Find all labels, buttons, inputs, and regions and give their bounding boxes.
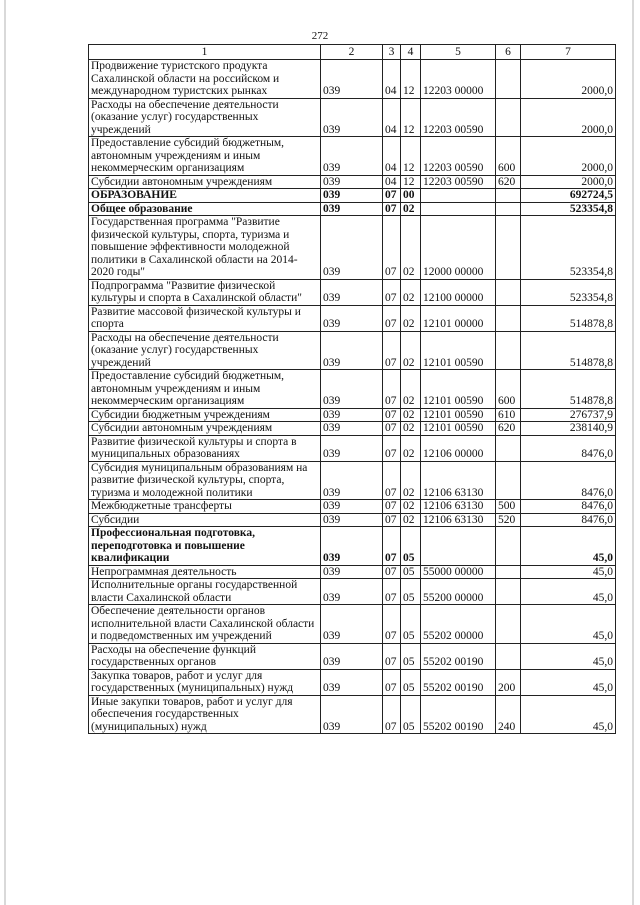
budget-item-name: Расходы на обеспечение функций государственных органов xyxy=(89,643,321,669)
amount: 2000,0 xyxy=(521,98,616,137)
table-row xyxy=(89,189,616,203)
section-code: 07 xyxy=(383,331,401,370)
admin-code: 039 xyxy=(321,189,383,203)
amount: 523354,8 xyxy=(521,202,616,216)
header-row xyxy=(89,45,616,60)
admin-code: 039 xyxy=(321,137,383,176)
admin-code: 039 xyxy=(321,695,383,734)
header-cell: 1 xyxy=(89,45,321,60)
subsection-code: 02 xyxy=(401,279,421,305)
amount: 514878,8 xyxy=(521,305,616,331)
section-code: 07 xyxy=(383,279,401,305)
expense-type-code: 620 xyxy=(496,422,521,436)
budget-item-name: Субсидия муниципальным образованиям на развитие физической культуры, спорта, туризма и молодежной политики xyxy=(89,461,321,500)
amount: 45,0 xyxy=(521,605,616,644)
section-code: 07 xyxy=(383,216,401,280)
expense-type-code xyxy=(496,189,521,203)
table-row xyxy=(89,435,616,461)
target-article-code: 12000 00000 xyxy=(421,216,496,280)
subsection-code: 02 xyxy=(401,422,421,436)
subsection-code: 00 xyxy=(401,189,421,203)
table-row xyxy=(89,461,616,500)
admin-code: 039 xyxy=(321,565,383,579)
section-code: 07 xyxy=(383,527,401,566)
budget-item-name: Расходы на обеспечение деятельности (оказание услуг) государственных учреждений xyxy=(89,98,321,137)
expense-type-code xyxy=(496,605,521,644)
target-article-code: 12203 00590 xyxy=(421,98,496,137)
target-article-code: 55202 00190 xyxy=(421,695,496,734)
subsection-code: 02 xyxy=(401,461,421,500)
page-number: 272 xyxy=(311,30,329,42)
budget-item-name: Развитие массовой физической культуры и спорта xyxy=(89,305,321,331)
expense-type-code xyxy=(496,305,521,331)
budget-item-name: Субсидии xyxy=(89,513,321,527)
budget-item-name: Обеспечение деятельности органов исполнительной власти Сахалинской области и подведомственных им учреждений xyxy=(89,605,321,644)
header-cell: 2 xyxy=(321,45,383,60)
section-code: 07 xyxy=(383,435,401,461)
expense-type-code xyxy=(496,643,521,669)
budget-item-name: Продвижение туристского продукта Сахалинской области на российском и международном туристских рынках xyxy=(89,60,321,99)
budget-item-name: Субсидии автономным учреждениям xyxy=(89,175,321,189)
amount: 45,0 xyxy=(521,527,616,566)
section-code: 04 xyxy=(383,175,401,189)
budget-item-name: Подпрограмма "Развитие физической культуры и спорта в Сахалинской области" xyxy=(89,279,321,305)
table-row xyxy=(89,216,616,280)
table-row xyxy=(89,513,616,527)
budget-item-name: Профессиональная подготовка, переподготовка и повышение квалификации xyxy=(89,527,321,566)
target-article-code: 12106 63130 xyxy=(421,461,496,500)
budget-table xyxy=(88,44,616,734)
table-row xyxy=(89,305,616,331)
amount: 514878,8 xyxy=(521,331,616,370)
subsection-code: 02 xyxy=(401,500,421,514)
target-article-code: 12100 00000 xyxy=(421,279,496,305)
header-cell: 3 xyxy=(383,45,401,60)
header-cell: 4 xyxy=(401,45,421,60)
expense-type-code: 500 xyxy=(496,500,521,514)
admin-code: 039 xyxy=(321,98,383,137)
subsection-code: 02 xyxy=(401,513,421,527)
target-article-code: 12203 00590 xyxy=(421,137,496,176)
section-code: 04 xyxy=(383,98,401,137)
table-row xyxy=(89,695,616,734)
budget-item-name: Расходы на обеспечение деятельности (оказание услуг) государственных учреждений xyxy=(89,331,321,370)
expense-type-code xyxy=(496,331,521,370)
amount: 45,0 xyxy=(521,669,616,695)
budget-item-name: Субсидии автономным учреждениям xyxy=(89,422,321,436)
expense-type-code xyxy=(496,565,521,579)
budget-item-name: Развитие физической культуры и спорта в муниципальных образованиях xyxy=(89,435,321,461)
expense-type-code: 610 xyxy=(496,408,521,422)
admin-code: 039 xyxy=(321,461,383,500)
subsection-code: 02 xyxy=(401,408,421,422)
table-row xyxy=(89,500,616,514)
section-code: 07 xyxy=(383,202,401,216)
amount: 523354,8 xyxy=(521,279,616,305)
amount: 2000,0 xyxy=(521,175,616,189)
target-article-code: 55202 00000 xyxy=(421,605,496,644)
target-article-code xyxy=(421,202,496,216)
amount: 45,0 xyxy=(521,565,616,579)
subsection-code: 05 xyxy=(401,579,421,605)
subsection-code: 12 xyxy=(401,60,421,99)
target-article-code: 12101 00590 xyxy=(421,331,496,370)
admin-code: 039 xyxy=(321,579,383,605)
expense-type-code: 240 xyxy=(496,695,521,734)
subsection-code: 12 xyxy=(401,175,421,189)
table-row xyxy=(89,422,616,436)
target-article-code: 12101 00000 xyxy=(421,305,496,331)
admin-code: 039 xyxy=(321,279,383,305)
expense-type-code xyxy=(496,279,521,305)
subsection-code: 12 xyxy=(401,137,421,176)
subsection-code: 05 xyxy=(401,527,421,566)
expense-type-code xyxy=(496,202,521,216)
section-code: 07 xyxy=(383,605,401,644)
table-row xyxy=(89,527,616,566)
target-article-code: 12106 63130 xyxy=(421,500,496,514)
target-article-code: 55202 00190 xyxy=(421,669,496,695)
section-code: 07 xyxy=(383,513,401,527)
table-row xyxy=(89,202,616,216)
expense-type-code xyxy=(496,435,521,461)
target-article-code: 12101 00590 xyxy=(421,370,496,409)
expense-type-code xyxy=(496,527,521,566)
amount: 8476,0 xyxy=(521,513,616,527)
subsection-code: 05 xyxy=(401,695,421,734)
target-article-code: 12106 00000 xyxy=(421,435,496,461)
amount: 523354,8 xyxy=(521,216,616,280)
admin-code: 039 xyxy=(321,435,383,461)
admin-code: 039 xyxy=(321,605,383,644)
header-cell: 5 xyxy=(421,45,496,60)
amount: 238140,9 xyxy=(521,422,616,436)
subsection-code: 02 xyxy=(401,370,421,409)
subsection-code: 05 xyxy=(401,643,421,669)
section-code: 07 xyxy=(383,669,401,695)
target-article-code: 12203 00000 xyxy=(421,60,496,99)
admin-code: 039 xyxy=(321,216,383,280)
subsection-code: 02 xyxy=(401,331,421,370)
table-row xyxy=(89,643,616,669)
table-row xyxy=(89,565,616,579)
table-row xyxy=(89,98,616,137)
table-row xyxy=(89,279,616,305)
expense-type-code xyxy=(496,98,521,137)
table-row xyxy=(89,370,616,409)
table-row xyxy=(89,331,616,370)
admin-code: 039 xyxy=(321,60,383,99)
table-row xyxy=(89,579,616,605)
subsection-code: 02 xyxy=(401,435,421,461)
section-code: 04 xyxy=(383,137,401,176)
expense-type-code xyxy=(496,60,521,99)
amount: 8476,0 xyxy=(521,435,616,461)
admin-code: 039 xyxy=(321,305,383,331)
budget-item-name: Общее образование xyxy=(89,202,321,216)
subsection-code: 05 xyxy=(401,565,421,579)
table-row xyxy=(89,669,616,695)
section-code: 07 xyxy=(383,408,401,422)
admin-code: 039 xyxy=(321,202,383,216)
expense-type-code: 200 xyxy=(496,669,521,695)
table-row xyxy=(89,408,616,422)
admin-code: 039 xyxy=(321,513,383,527)
expense-type-code xyxy=(496,216,521,280)
section-code: 07 xyxy=(383,643,401,669)
target-article-code: 12101 00590 xyxy=(421,422,496,436)
budget-item-name: Субсидии бюджетным учреждениям xyxy=(89,408,321,422)
section-code: 07 xyxy=(383,579,401,605)
target-article-code: 55200 00000 xyxy=(421,579,496,605)
budget-item-name: Закупка товаров, работ и услуг для государственных (муниципальных) нужд xyxy=(89,669,321,695)
scan-edge-right xyxy=(632,0,634,905)
section-code: 07 xyxy=(383,305,401,331)
admin-code: 039 xyxy=(321,175,383,189)
section-code: 07 xyxy=(383,189,401,203)
expense-type-code xyxy=(496,461,521,500)
table-row xyxy=(89,605,616,644)
subsection-code: 05 xyxy=(401,605,421,644)
expense-type-code xyxy=(496,579,521,605)
expense-type-code: 600 xyxy=(496,137,521,176)
amount: 276737,9 xyxy=(521,408,616,422)
table-row xyxy=(89,137,616,176)
expense-type-code: 520 xyxy=(496,513,521,527)
target-article-code: 12106 63130 xyxy=(421,513,496,527)
table-row xyxy=(89,175,616,189)
admin-code: 039 xyxy=(321,422,383,436)
admin-code: 039 xyxy=(321,669,383,695)
target-article-code xyxy=(421,189,496,203)
section-code: 07 xyxy=(383,565,401,579)
amount: 45,0 xyxy=(521,695,616,734)
budget-item-name: Непрограммная деятельность xyxy=(89,565,321,579)
target-article-code: 55000 00000 xyxy=(421,565,496,579)
admin-code: 039 xyxy=(321,408,383,422)
admin-code: 039 xyxy=(321,500,383,514)
budget-item-name: Государственная программа "Развитие физической культуры, спорта, туризма и повышение эффективности молодежной политики в Сахалинской области на 2014-2020 годы" xyxy=(89,216,321,280)
section-code: 07 xyxy=(383,461,401,500)
budget-item-name: ОБРАЗОВАНИЕ xyxy=(89,189,321,203)
target-article-code: 12203 00590 xyxy=(421,175,496,189)
amount: 8476,0 xyxy=(521,500,616,514)
budget-item-name: Иные закупки товаров, работ и услуг для обеспечения государственных (муниципальных) нужд xyxy=(89,695,321,734)
target-article-code: 12101 00590 xyxy=(421,408,496,422)
amount: 45,0 xyxy=(521,643,616,669)
expense-type-code: 600 xyxy=(496,370,521,409)
expense-type-code: 620 xyxy=(496,175,521,189)
table-body xyxy=(89,60,616,734)
admin-code: 039 xyxy=(321,643,383,669)
budget-item-name: Предоставление субсидий бюджетным, автономным учреждениям и иным некоммерческим организациям xyxy=(89,137,321,176)
budget-item-name: Межбюджетные трансферты xyxy=(89,500,321,514)
budget-item-name: Предоставление субсидий бюджетным, автономным учреждениям и иным некоммерческим организациям xyxy=(89,370,321,409)
target-article-code xyxy=(421,527,496,566)
subsection-code: 02 xyxy=(401,305,421,331)
budget-item-name: Исполнительные органы государственной власти Сахалинской области xyxy=(89,579,321,605)
section-code: 07 xyxy=(383,370,401,409)
amount: 2000,0 xyxy=(521,137,616,176)
subsection-code: 02 xyxy=(401,216,421,280)
admin-code: 039 xyxy=(321,331,383,370)
admin-code: 039 xyxy=(321,370,383,409)
subsection-code: 05 xyxy=(401,669,421,695)
section-code: 04 xyxy=(383,60,401,99)
subsection-code: 12 xyxy=(401,98,421,137)
table-row xyxy=(89,60,616,99)
amount: 2000,0 xyxy=(521,60,616,99)
amount: 8476,0 xyxy=(521,461,616,500)
section-code: 07 xyxy=(383,422,401,436)
section-code: 07 xyxy=(383,500,401,514)
admin-code: 039 xyxy=(321,527,383,566)
header-cell: 6 xyxy=(496,45,521,60)
target-article-code: 55202 00190 xyxy=(421,643,496,669)
amount: 45,0 xyxy=(521,579,616,605)
amount: 692724,5 xyxy=(521,189,616,203)
section-code: 07 xyxy=(383,695,401,734)
subsection-code: 02 xyxy=(401,202,421,216)
scan-edge-left xyxy=(4,0,6,905)
header-cell: 7 xyxy=(521,45,616,60)
amount: 514878,8 xyxy=(521,370,616,409)
